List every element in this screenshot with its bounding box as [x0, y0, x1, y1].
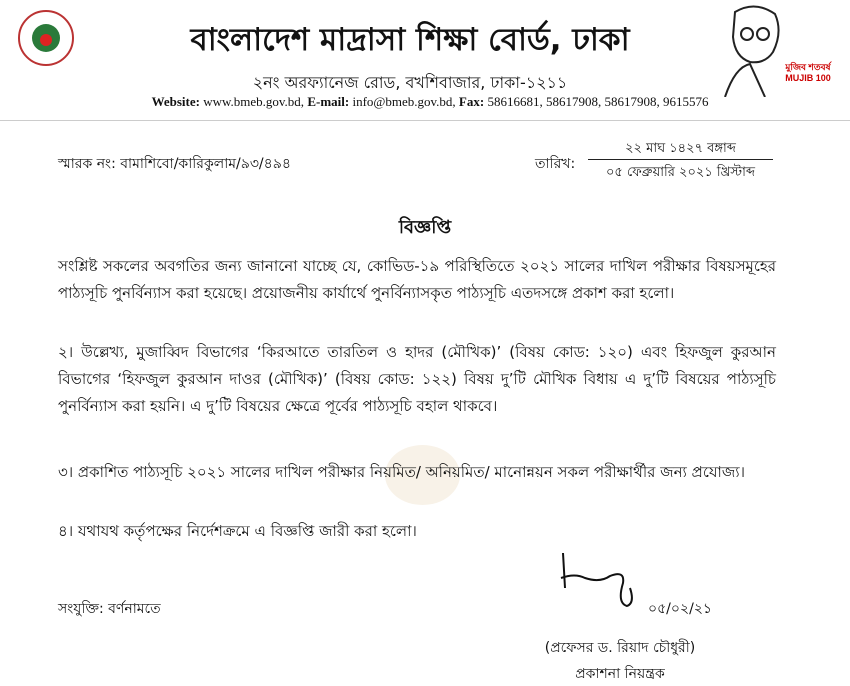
- board-title: বাংলাদেশ মাদ্রাসা শিক্ষা বোর্ড, ঢাকা: [190, 22, 630, 58]
- email-link[interactable]: info@bmeb.gov.bd,: [352, 94, 456, 109]
- header-divider: [0, 120, 850, 121]
- website-link[interactable]: www.bmeb.gov.bd,: [203, 94, 305, 109]
- date-bangla: ২২ মাঘ ১৪২৭ বঙ্গাব্দ: [625, 141, 736, 156]
- fax-numbers: 58616681, 58617908, 58617908, 9615576: [487, 94, 709, 109]
- memo-number: স্মারক নং: বামাশিবো/কারিকুলাম/৯৩/৪৯৪: [58, 156, 291, 172]
- paragraph-2: ২। উল্লেখ্য, মুজাব্বিদ বিভাগের ‘কিরআতে তারতিল ও হাদর (মৌখিক)’ (বিষয় কোড: ১২০) এবং হিফজুল কুরআন বিভাগের ‘হিফজুল কুরআন দাওর (মৌখিক)’ (বিষয় কোড: ১২২) বিষয় দু’টি মৌখিক বিধায় এ দু’টি বিষয়ের পাঠ্যসূচি পুনর্বিন্যাস করা হয়নি। এ দু’টি বিষয়ের ক্ষেত্রে পূর্বের পাঠ্যসূচি বহাল থাকবে।: [58, 343, 776, 415]
- email-label: E-mail:: [307, 94, 350, 109]
- board-address: ২নং অরফ্যানেজ রোড, বখশিবাজার, ঢাকা-১২১১: [252, 73, 568, 92]
- contact-line: [60, 94, 800, 110]
- date-english: ০৫ ফেব্রুয়ারি ২০২১ খ্রিস্টাব্দ: [605, 165, 756, 180]
- paragraph-1: সংশ্লিষ্ট সকলের অবগতির জন্য জানানো যাচ্ছে যে, কোভিড-১৯ পরিস্থিতিতে ২০২১ সালের দাখিল পরীক্ষার বিষয়সমূহের পাঠ্যসূচি পুনর্বিন্যাস করা হয়েছে। প্রয়োজনীয় কার্যার্থে পুনর্বিন্যাসকৃত পাঠ্যসূচি এতদসঙ্গে প্রকাশ করা হলো।: [58, 257, 776, 302]
- website-label: Website:: [151, 94, 200, 109]
- date-divider: [588, 159, 773, 160]
- paragraph-4: ৪। যথাযথ কর্তৃপক্ষের নির্দেশক্রমে এ বিজ্ঞপ্তি জারী করা হলো।: [58, 522, 417, 540]
- fax-label: Fax:: [458, 94, 485, 109]
- signatory-name: (প্রফেসর ড. রিয়াদ চৌধুরী): [544, 640, 696, 656]
- signatory-designation: প্রকাশনা নিয়ন্ত্রক: [575, 666, 665, 682]
- notice-title: বিজ্ঞপ্তি: [398, 217, 452, 238]
- signature-icon: [555, 548, 645, 608]
- attachment-note: সংযুক্তি: বর্ণনামতে: [58, 601, 161, 617]
- date-label: তারিখ:: [535, 156, 576, 172]
- paragraph-3: ৩। প্রকাশিত পাঠ্যসূচি ২০২১ সালের দাখিল পরীক্ষার নিয়মিত/ অনিয়মিত/ মানোন্নয়ন সকল পরীক্ষার্থীর জন্য প্রযোজ্য।: [58, 463, 745, 481]
- board-logo-icon: [18, 10, 74, 66]
- signature-date: ০৫/০২/২১: [648, 601, 713, 617]
- mujib-100-badge: মুজিব শতবর্ষ MUJIB 100: [785, 62, 831, 83]
